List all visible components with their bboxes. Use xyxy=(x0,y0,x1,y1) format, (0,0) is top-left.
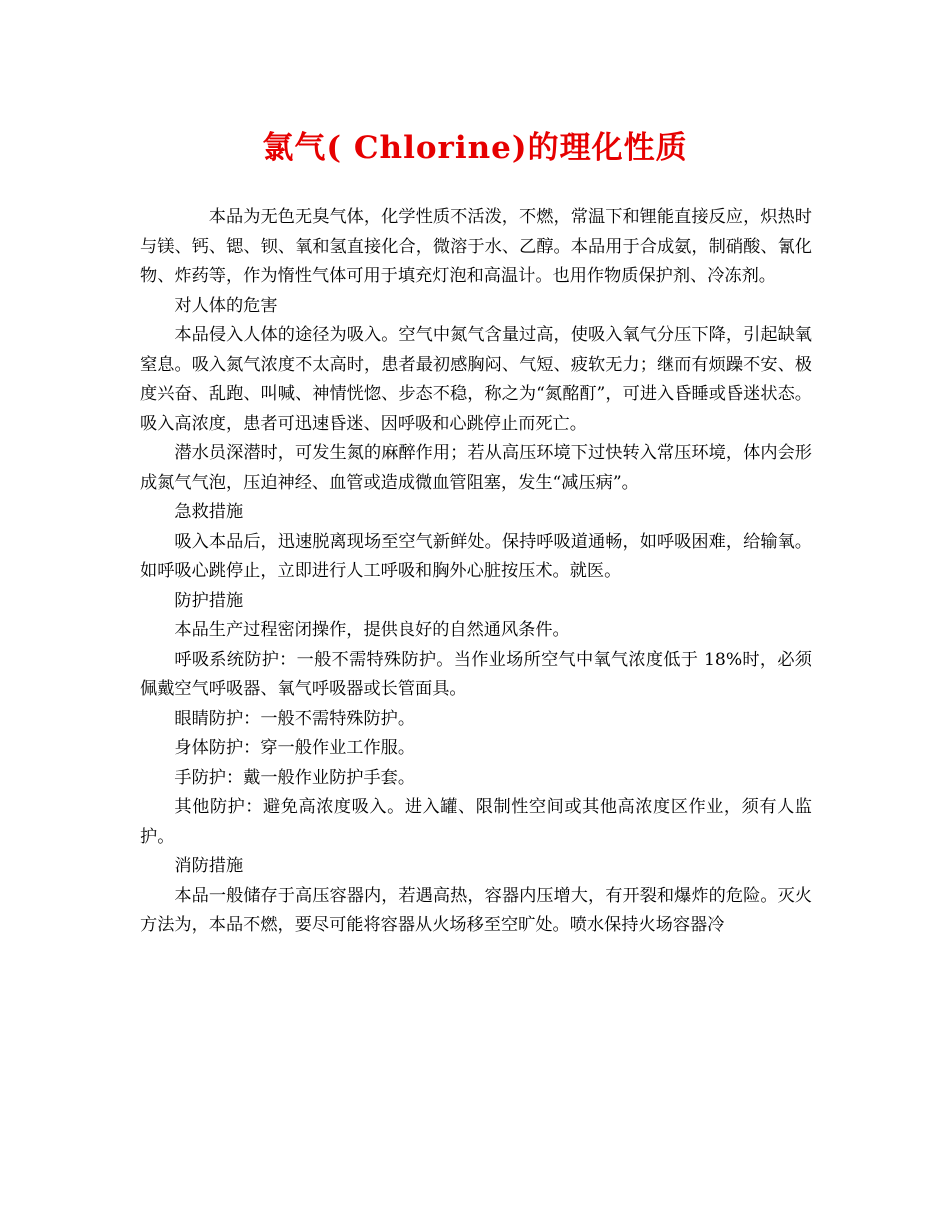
section-heading-fire: 消防措施 xyxy=(174,856,244,876)
intro-paragraph: 本品为无色无臭气体，化学性质不活泼，不燃，常温下和锂能直接反应，炽热时与镁、钙、锶、钡、氧和氢直接化合，微溶于水、乙醇。本品用于合成氨，制硝酸、氰化物、炸药等，作为惰性气体可用于填充灯泡和高温计。也用作物质保护剂、冷冻剂。 xyxy=(140,207,812,286)
other-protection-paragraph: 其他防护：避免高浓度吸入。进入罐、限制性空间或其他高浓度区作业，须有人监护。 xyxy=(140,797,812,847)
eye-protection-paragraph: 眼睛防护：一般不需特殊防护。 xyxy=(174,708,416,729)
fire-paragraph: 本品一般储存于高压容器内，若遇高热，容器内压增大，有开裂和爆炸的危险。灭火方法为，本品不燃，要尽可能将容器从火场移至空旷处。喷水保持火场容器冷 xyxy=(140,885,812,935)
body-protection-paragraph: 身体防护：穿一般作业工作服。 xyxy=(174,738,416,758)
section-heading-protection: 防护措施 xyxy=(174,590,244,611)
hand-protection-paragraph: 手防护：戴一般作业防护手套。 xyxy=(174,767,416,788)
document-body xyxy=(140,203,812,941)
protection-paragraph: 本品生产过程密闭操作，提供良好的自然通风条件。 xyxy=(174,620,570,640)
section-heading-first-aid: 急救措施 xyxy=(174,502,244,522)
first-aid-paragraph: 吸入本品后，迅速脱离现场至空气新鲜处。保持呼吸道通畅，如呼吸困难，给输氧。如呼吸心跳停止，立即进行人工呼吸和胸外心脏按压术。就医。 xyxy=(140,531,812,581)
page-title: 氯气( Chlorine)的理化性质 xyxy=(262,130,688,166)
diving-paragraph: 潜水员深潜时，可发生氮的麻醉作用；若从高压环境下过快转入常压环境，体内会形成氮气气泡，压迫神经、血管或造成微血管阻塞，发生“减压病”。 xyxy=(140,443,812,493)
hazards-paragraph: 本品侵入人体的途径为吸入。空气中氮气含量过高，使吸入氧气分压下降，引起缺氧窒息。吸入氮气浓度不太高时，患者最初感胸闷、气短、疲软无力；继而有烦躁不安、极度兴奋、乱跑、叫喊、神情恍惚、步态不稳，称之为“氮酩酊”，可进入昏睡或昏迷状态。吸入高浓度，患者可迅速昏迷、因呼吸和心跳停止而死亡。 xyxy=(140,325,812,434)
section-heading-hazards: 对人体的危害 xyxy=(174,295,278,316)
respiratory-protection-paragraph: 呼吸系统防护：一般不需特殊防护。当作业场所空气中氧气浓度低于 18%时，必须佩戴空气呼吸器、氧气呼吸器或长管面具。 xyxy=(140,649,812,699)
